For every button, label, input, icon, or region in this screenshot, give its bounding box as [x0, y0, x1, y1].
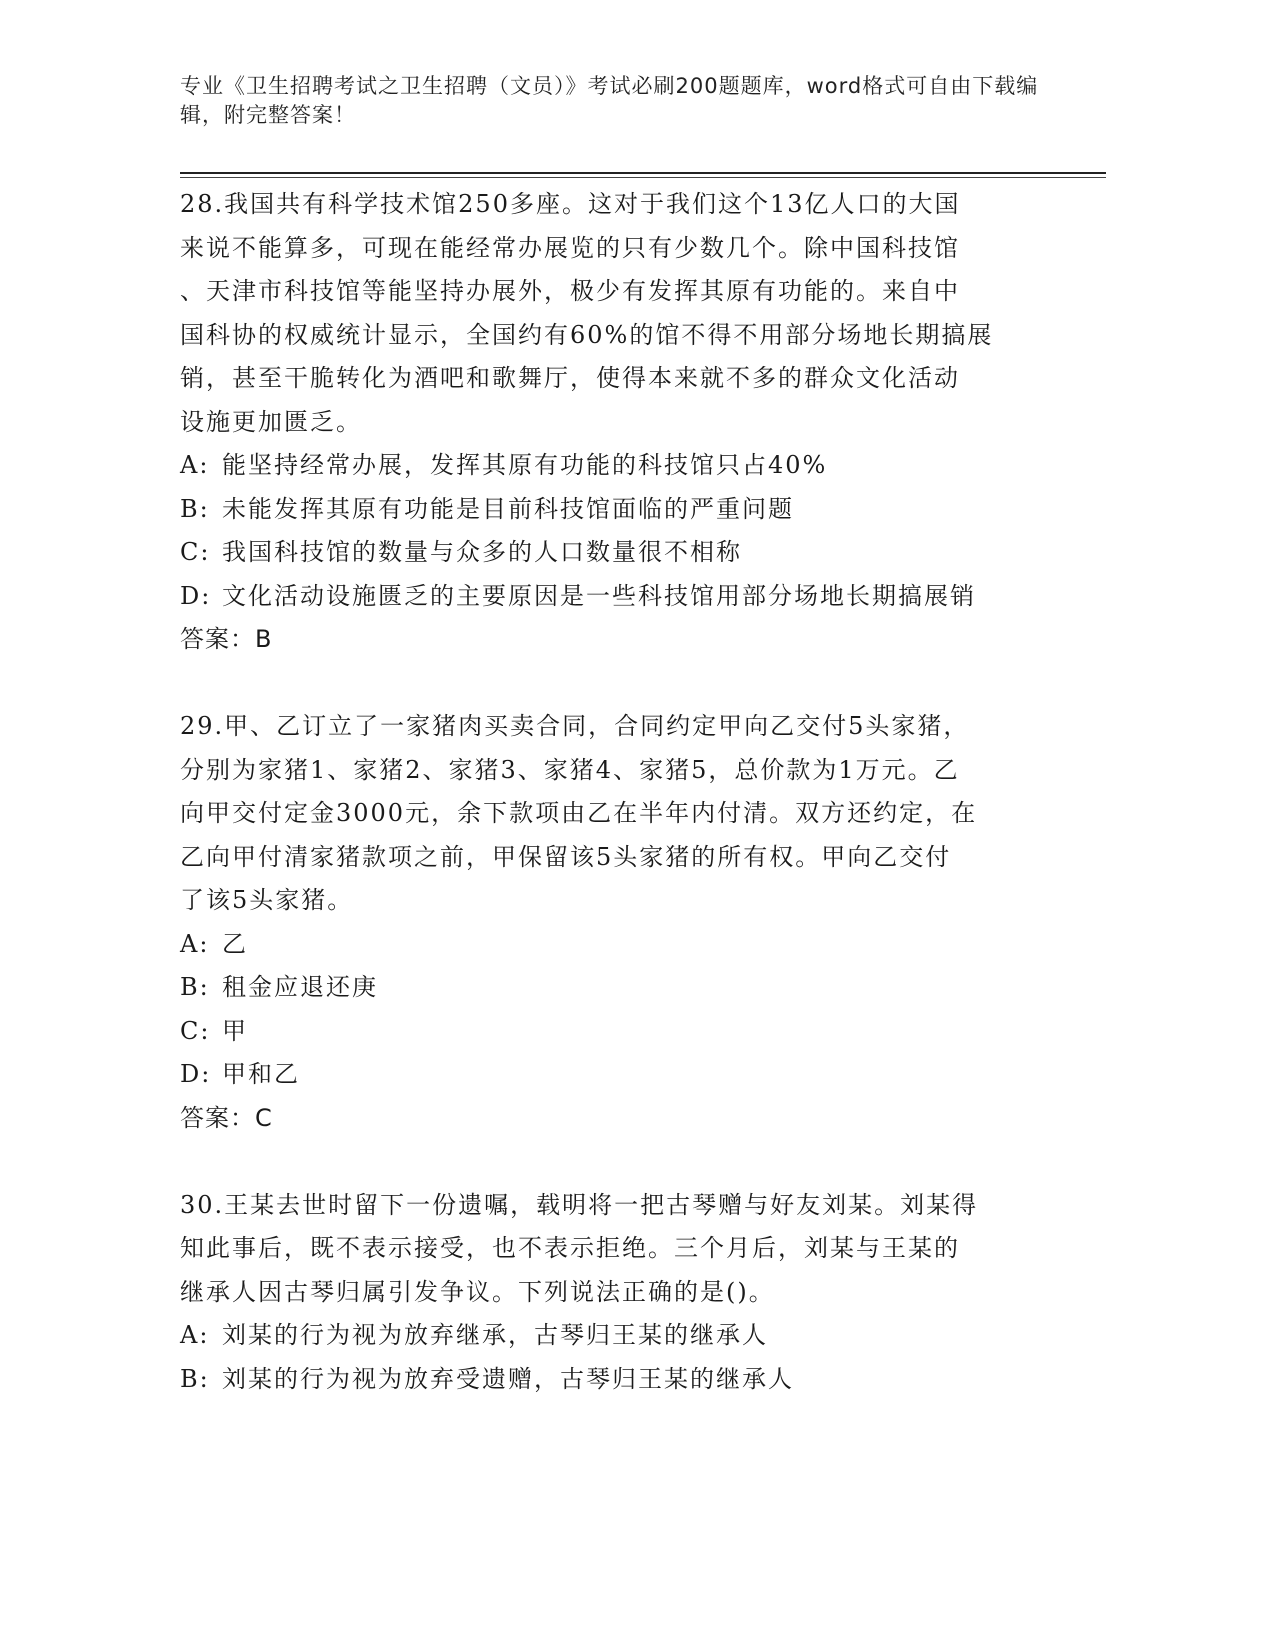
answer-line: 答案：C [180, 1103, 273, 1132]
header-rule-thick [180, 172, 1106, 174]
stem-line: 设施更加匮乏。 [180, 407, 362, 436]
option-b [180, 488, 1050, 532]
stem-line: 乙向甲付清家猪款项之前，甲保留该5头家猪的所有权。甲向乙交付 [180, 842, 952, 871]
option-text: 乙 [222, 929, 248, 958]
stem-line: 来说不能算多，可现在能经常办展览的只有少数几个。除中国科技馆 [180, 233, 960, 262]
question-29 [180, 705, 1050, 1140]
option-d [180, 1053, 1050, 1097]
option-text: 甲 [222, 1016, 248, 1045]
option-key: B: [180, 494, 210, 523]
document-header: 专业《卫生招聘考试之卫生招聘（文员）》考试必刷200题题库，word格式可自由下载编辑，附完整答案！ [180, 74, 1039, 127]
option-a [180, 444, 1050, 488]
stem-line: 28.我国共有科学技术馆250多座。这对于我们这个13亿人口的大国 [180, 190, 961, 218]
option-key: B: [180, 1364, 210, 1393]
option-key: C: [180, 1016, 211, 1045]
option-d [180, 575, 1050, 619]
option-text: 能坚持经常办展，发挥其原有功能的科技馆只占40% [222, 451, 828, 479]
question-list [180, 183, 1050, 1401]
option-text: 未能发挥其原有功能是目前科技馆面临的严重问题 [222, 494, 794, 523]
header-rule-thin [180, 177, 1106, 178]
option-b [180, 1358, 1050, 1402]
option-text: 文化活动设施匮乏的主要原因是一些科技馆用部分场地长期搞展销 [222, 581, 976, 610]
question-30 [180, 1184, 1050, 1402]
question-stem [180, 183, 1050, 444]
stem-line: 继承人因古琴归属引发争议。下列说法正确的是()。 [180, 1277, 775, 1306]
stem-line: 30.王某去世时留下一份遗嘱，载明将一把古琴赠与好友刘某。刘某得 [180, 1190, 979, 1219]
option-text: 我国科技馆的数量与众多的人口数量很不相称 [222, 538, 742, 566]
answer-line: 答案：B [180, 625, 273, 653]
stem-line: 了该5头家猪。 [180, 886, 354, 914]
stem-line: 29.甲、乙订立了一家猪肉买卖合同，合同约定甲向乙交付5头家猪， [180, 712, 970, 740]
option-c [180, 531, 1050, 575]
option-text: 刘某的行为视为放弃受遗赠，古琴归王某的继承人 [222, 1364, 794, 1393]
option-text: 租金应退还庚 [222, 973, 378, 1001]
option-key: A: [180, 1321, 210, 1349]
option-key: D: [180, 581, 212, 610]
spacer [180, 1140, 1050, 1184]
stem-line: 、天津市科技馆等能坚持办展外，极少有发挥其原有功能的。来自中 [180, 277, 960, 305]
option-b [180, 966, 1050, 1010]
stem-line: 国科协的权威统计显示，全国约有60%的馆不得不用部分场地长期搞展 [180, 320, 994, 349]
question-28 [180, 183, 1050, 662]
option-a [180, 923, 1050, 967]
option-a [180, 1314, 1050, 1358]
option-key: D: [180, 1060, 212, 1088]
question-stem [180, 705, 1050, 923]
option-key: B: [180, 973, 210, 1001]
spacer [180, 662, 1050, 706]
option-text: 甲和乙 [222, 1060, 300, 1088]
stem-line: 向甲交付定金3000元，余下款项由乙在半年内付清。双方还约定，在 [180, 799, 978, 827]
option-key: A: [180, 451, 210, 479]
stem-line: 销，甚至干脆转化为酒吧和歌舞厅，使得本来就不多的群众文化活动 [180, 364, 960, 392]
option-c [180, 1010, 1050, 1054]
stem-line: 知此事后，既不表示接受，也不表示拒绝。三个月后，刘某与王某的 [180, 1234, 960, 1262]
option-key: C: [180, 538, 211, 566]
option-text: 刘某的行为视为放弃继承，古琴归王某的继承人 [222, 1321, 768, 1349]
stem-line: 分别为家猪1、家猪2、家猪3、家猪4、家猪5，总价款为1万元。乙 [180, 755, 960, 784]
option-key: A: [180, 929, 210, 958]
question-stem [180, 1184, 1050, 1315]
